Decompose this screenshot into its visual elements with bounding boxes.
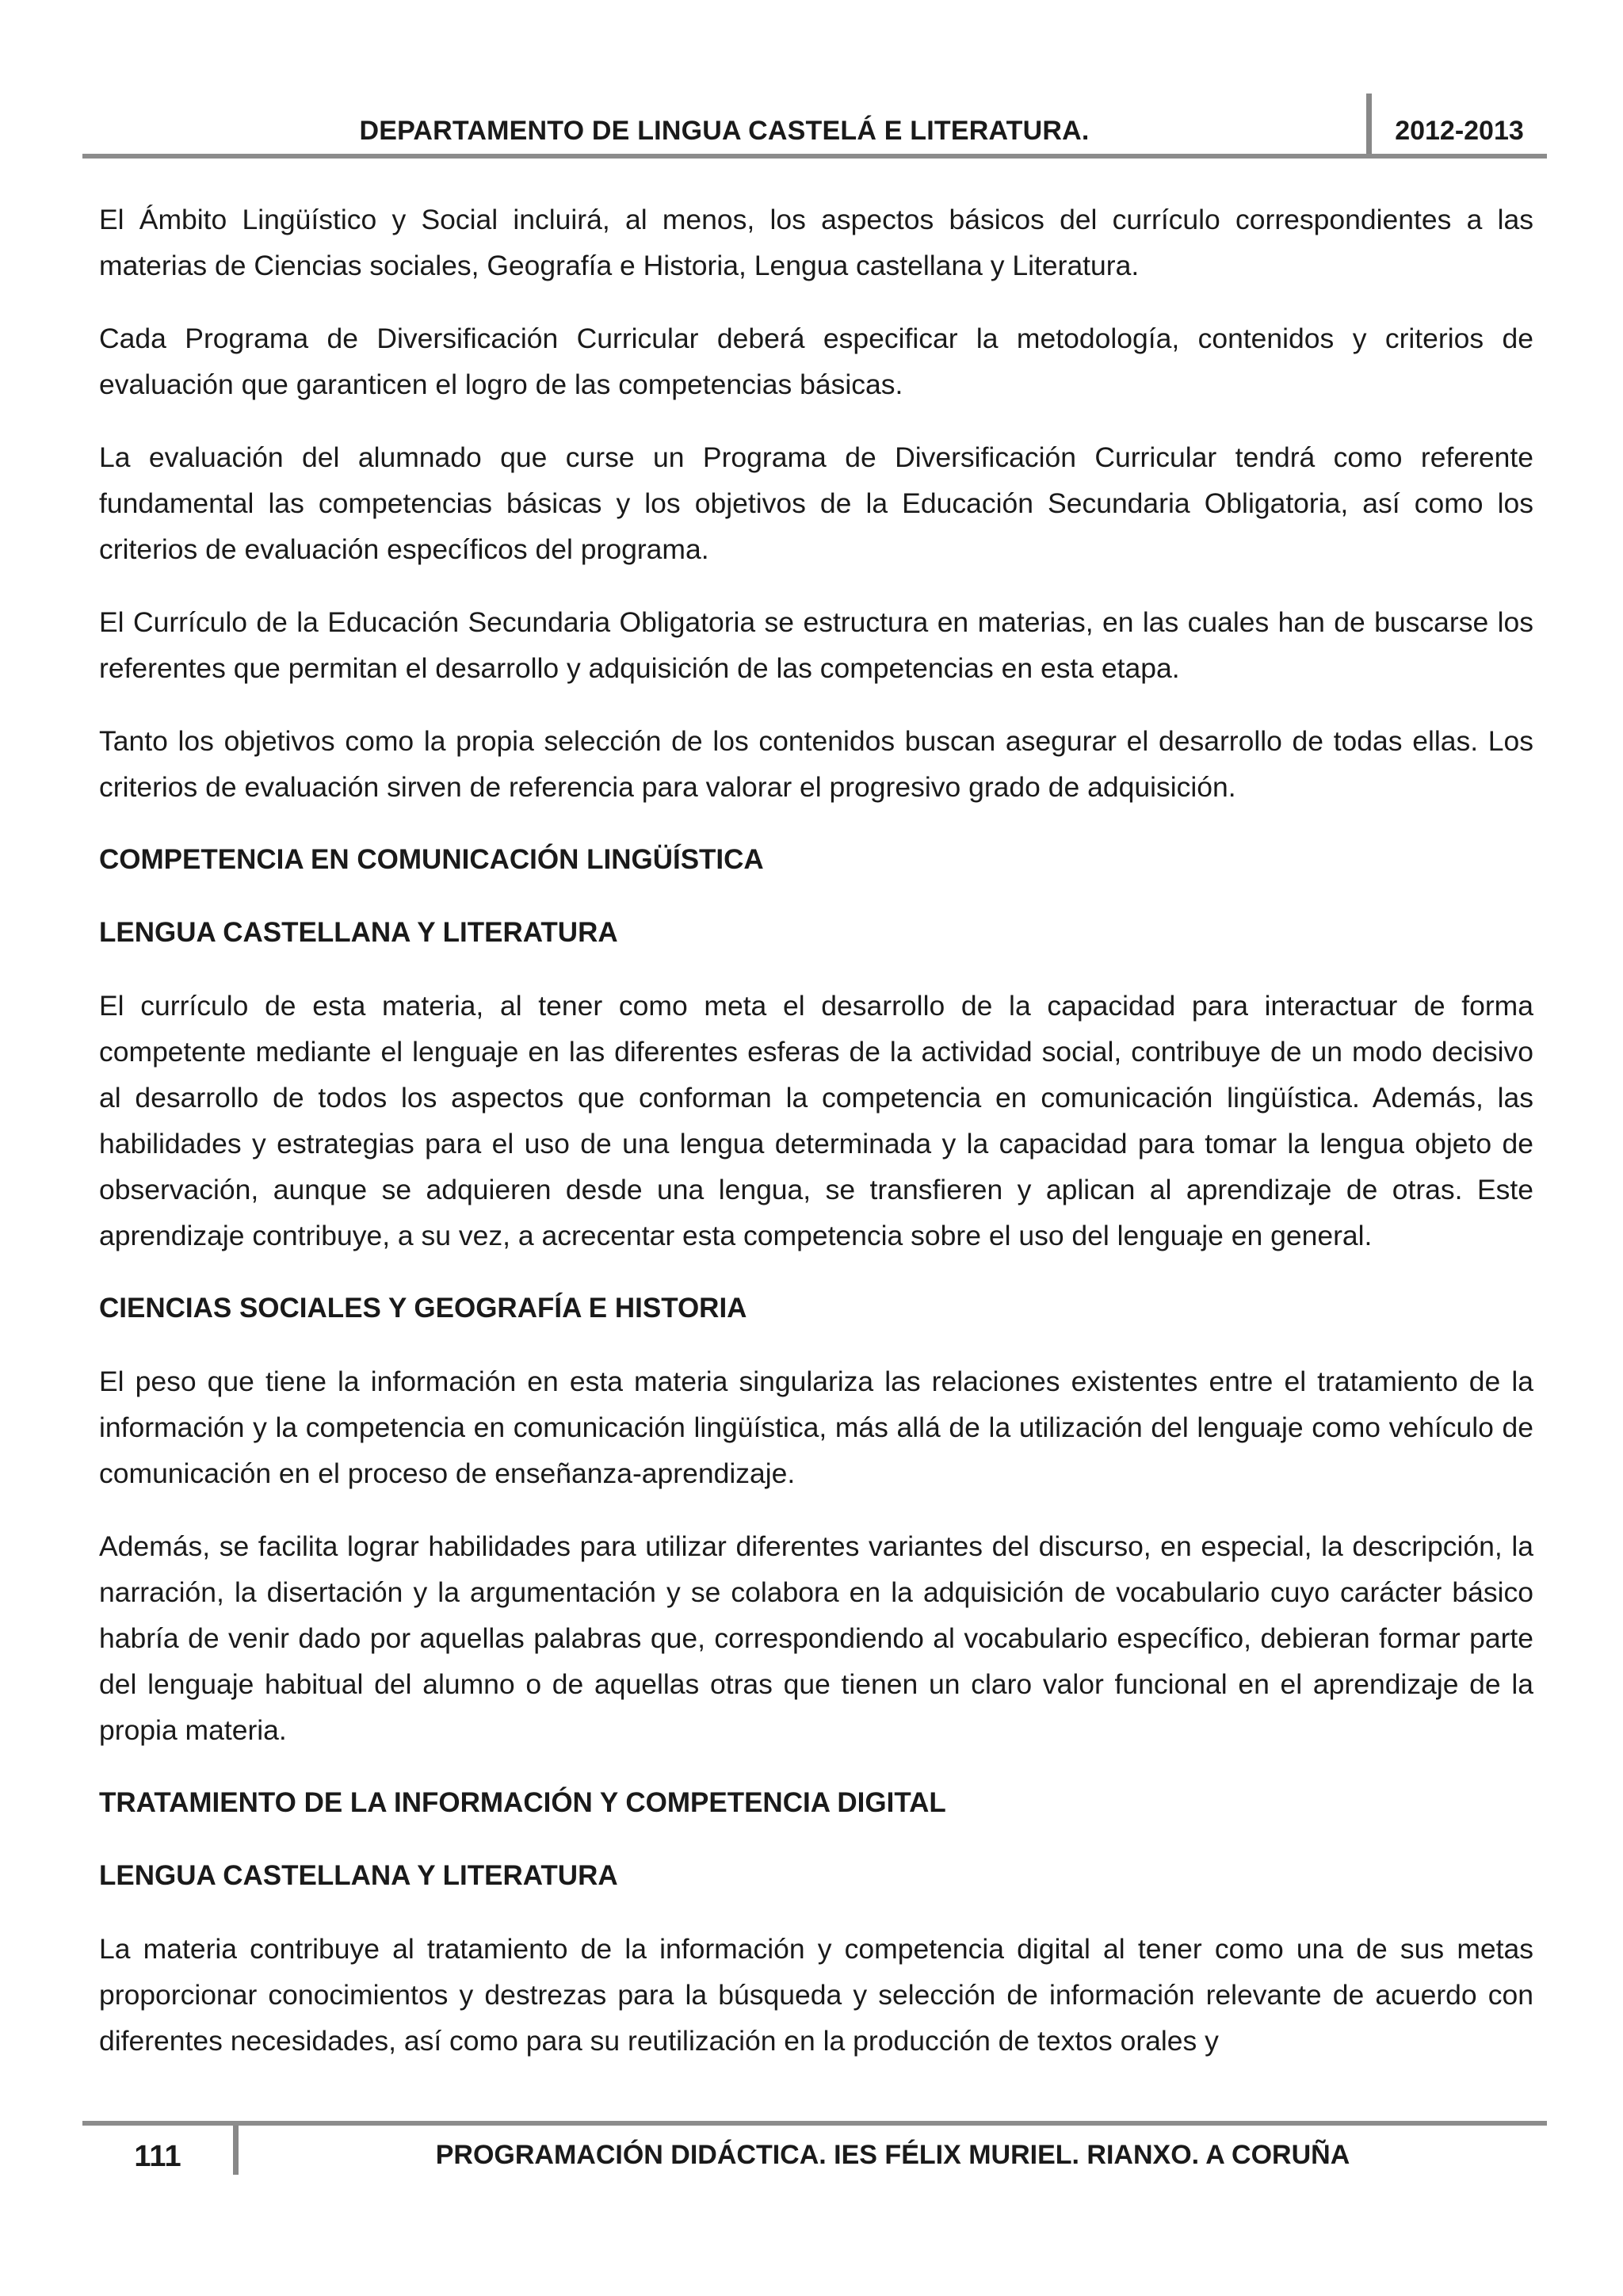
header-year: 2012-2013 — [1395, 116, 1524, 146]
paragraph: El currículo de esta materia, al tener como meta el desarrollo de la capacidad para interactuar de forma competente mediante el lenguaje en las diferentes esferas de la actividad social, contribuye de un modo decisivo al desarrollo de todos los aspectos que conforman la competencia en comunicación lingüística. Además, las habilidades y estrategias para el uso de una lengua determinada y la capacidad para tomar la lengua objeto de observación, aunque se adquieren desde una lengua, se transfieren y aplican al aprendizaje de otras. Este aprendizaje contribuye, a su vez, a acrecentar esta competencia sobre el uso del lenguaje en general. — [99, 990, 1533, 1251]
paragraph: Cada Programa de Diversificación Curricular deberá especificar la metodología, contenidos y criterios de evaluación que garanticen el logro de las competencias básicas. — [99, 323, 1533, 400]
footer-divider — [233, 2126, 239, 2175]
paragraph: El Currículo de la Educación Secundaria Obligatoria se estructura en materias, en las cuales han de buscarse los referentes que permitan el desarrollo y adquisición de las competencias en esta etapa. — [99, 606, 1533, 684]
page-footer — [82, 2121, 1547, 2184]
paragraph: La materia contribuye al tratamiento de la información y competencia digital al tener como una de sus metas proporcionar conocimientos y destrezas para la búsqueda y selección de información relevante de acuerdo con diferentes necesidades, así como para su reutilización en la producción de textos orales y — [99, 1933, 1533, 2057]
subsection-heading: LENGUA CASTELLANA Y LITERATURA — [99, 1860, 618, 1891]
header-divider — [1366, 94, 1372, 159]
paragraph: Además, se facilita lograr habilidades para utilizar diferentes variantes del discurso, en especial, la descripción, la narración, la disertación y la argumentación y se colabora en la adquisición de vocabulario cuyo carácter básico habría de venir dado por aquellas palabras que, correspondiendo al vocabulario específico, debieran formar parte del lenguaje habitual del alumno o de aquellas otras que tienen un claro valor funcional en el aprendizaje de la propia materia. — [99, 1530, 1533, 1746]
page-number: 111 — [134, 2140, 181, 2173]
subsection-heading: LENGUA CASTELLANA Y LITERATURA — [99, 917, 618, 948]
page-header — [82, 94, 1547, 159]
section-heading: COMPETENCIA EN COMUNICACIÓN LINGÜÍSTICA — [99, 844, 764, 875]
document-body — [99, 197, 1533, 2091]
header-rule — [82, 154, 1547, 159]
paragraph: El peso que tiene la información en esta materia singulariza las relaciones existentes entre el tratamiento de la información y la competencia en comunicación lingüística, más allá de la utilización del lenguaje como vehículo de comunicación en el proceso de enseñanza-aprendizaje. — [99, 1366, 1533, 1489]
section-heading: TRATAMIENTO DE LA INFORMACIÓN Y COMPETENCIA DIGITAL — [99, 1787, 946, 1818]
subsection-heading: CIENCIAS SOCIALES Y GEOGRAFÍA E HISTORIA — [99, 1293, 747, 1324]
footer-text: PROGRAMACIÓN DIDÁCTICA. IES FÉLIX MURIEL. RIANXO. A CORUÑA — [435, 2140, 1350, 2170]
footer-rule — [82, 2121, 1547, 2126]
paragraph: El Ámbito Lingüístico y Social incluirá, al menos, los aspectos básicos del currículo correspondientes a las materias de Ciencias sociales, Geografía e Historia, Lengua castellana y Literatura. — [99, 204, 1533, 281]
header-title: DEPARTAMENTO DE LINGUA CASTELÁ E LITERATURA. — [359, 116, 1090, 146]
paragraph: Tanto los objetivos como la propia selección de los contenidos buscan asegurar el desarrollo de todas ellas. Los criterios de evaluación sirven de referencia para valorar el progresivo grado de adquisición. — [99, 725, 1533, 803]
paragraph: La evaluación del alumnado que curse un Programa de Diversificación Curricular tendrá como referente fundamental las competencias básicas y los objetivos de la Educación Secundaria Obligatoria, así como los criterios de evaluación específicos del programa. — [99, 441, 1533, 565]
